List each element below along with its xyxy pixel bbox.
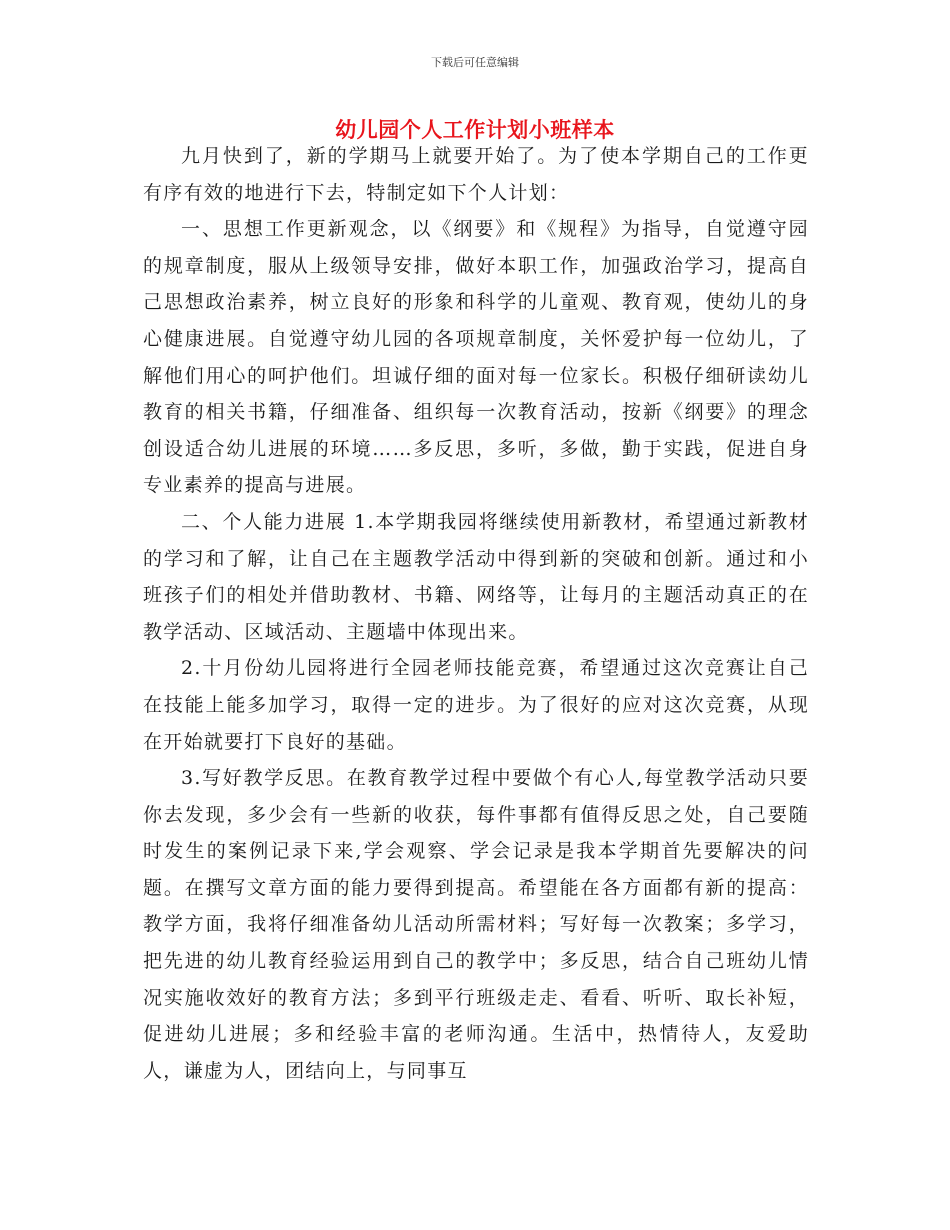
paragraph-thought-work: 一、思想工作更新观念，以《纲要》和《规程》为指导，自觉遵守园的规章制度，服从上级领导安排，做好本职工作，加强政治学习，提高自己思想政治素养，树立良好的形象和科学的儿童观、教育观，使幼儿的身心健康进展。自觉遵守幼儿园的各项规章制度，关怀爱护每一位幼儿，了解他们用心的呵护他们。坦诚仔细的面对每一位家长。积极仔细研读幼儿教育的相关书籍，仔细准备、组织每一次教育活动，按新《纲要》的理念创设适合幼儿进展的环境……多反思，多听，多做，勤于实践，促进自身专业素养的提高与进展。: [143, 218, 809, 497]
paragraph-ability-1: 二、个人能力进展 1.本学期我园将继续使用新教材，希望通过新教材的学习和了解，让自己在主题教学活动中得到新的突破和创新。通过和小班孩子们的相处并借助教材、书籍、网络等，让每月的主题活动真正的在教学活动、区域活动、主题墙中体现出来。: [143, 510, 809, 643]
paragraph-intro: 九月快到了，新的学期马上就要开始了。为了使本学期自己的工作更有序有效的地进行下去，特制定如下个人计划：: [143, 145, 809, 204]
header-note: 下载后可任意编辑: [431, 56, 519, 69]
document-title: 幼儿园个人工作计划小班样本: [335, 118, 615, 142]
document-body: [143, 138, 809, 1089]
paragraph-ability-2: 2.十月份幼儿园将进行全园老师技能竞赛，希望通过这次竞赛让自己在技能上能多加学习，取得一定的进步。为了很好的应对这次竞赛，从现在开始就要打下良好的基础。: [143, 657, 809, 753]
paragraph-ability-3: 3.写好教学反思。在教育教学过程中要做个有心人,每堂教学活动只要你去发现，多少会有一些新的收获，每件事都有值得反思之处，自己要随时发生的案例记录下来,学会观察、学会记录是我本学期首先要解决的问题。在撰写文章方面的能力要得到提高。希望能在各方面都有新的提高：教学方面，我将仔细准备幼儿活动所需材料；写好每一次教案；多学习，把先进的幼儿教育经验运用到自己的教学中；多反思，结合自己班幼儿情况实施收效好的教育方法；多到平行班级走走、看看、听听、取长补短，促进幼儿进展；多和经验丰富的老师沟通。生活中，热情待人，友爱助人，谦虚为人，团结向上，与同事互: [143, 767, 809, 1082]
